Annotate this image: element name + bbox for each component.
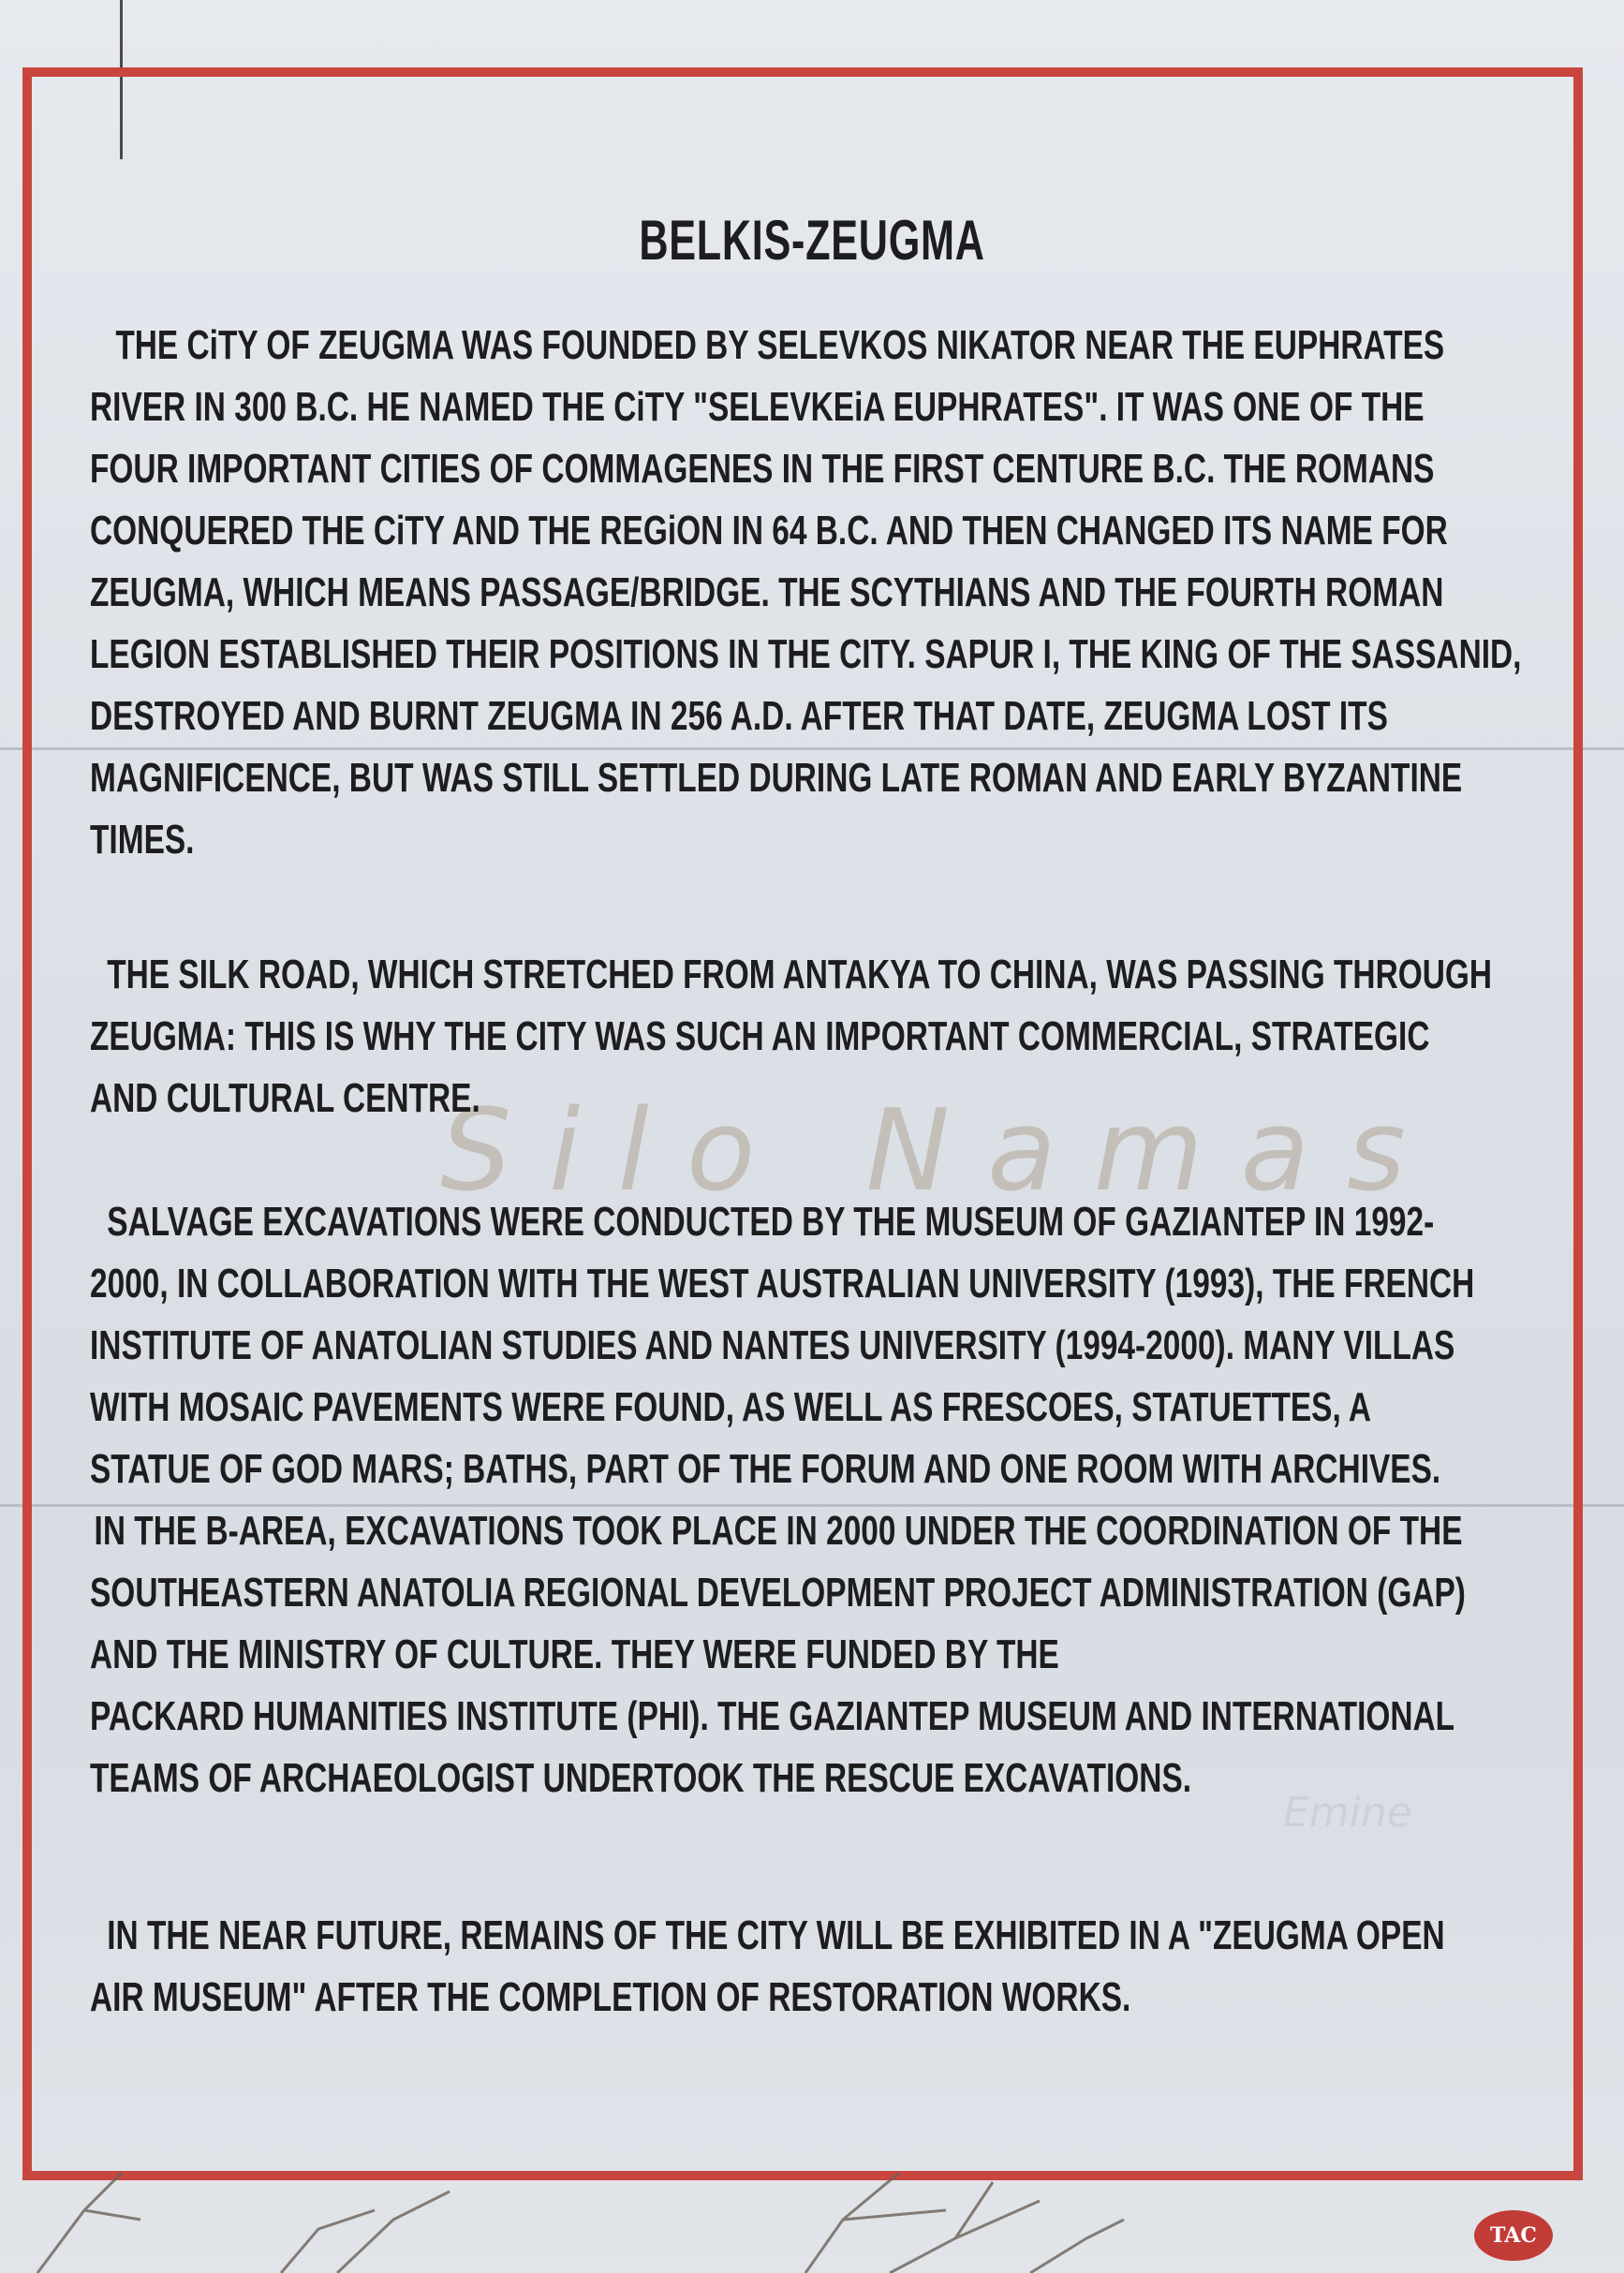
text-line: 2000, IN COLLABORATION WITH THE WEST AUSTRALIAN UNIVERSITY (1993), THE FRENCH bbox=[90, 1261, 1475, 1306]
text-line: THE CiTY OF ZEUGMA WAS FOUNDED BY SELEVKOS NIKATOR NEAR THE EUPHRATES bbox=[115, 322, 1445, 368]
text-line: INSTITUTE OF ANATOLIAN STUDIES AND NANTES UNIVERSITY (1994-2000). MANY VILLAS bbox=[90, 1322, 1455, 1368]
text-line: THE SILK ROAD, WHICH STRETCHED FROM ANTAKYA TO CHINA, WAS PASSING THROUGH bbox=[107, 952, 1493, 997]
text-line: MAGNIFICENCE, BUT WAS STILL SETTLED DURING LATE ROMAN AND EARLY BYZANTINE bbox=[90, 755, 1463, 801]
text-line: CONQUERED THE CiTY AND THE REGiON IN 64 B.C. AND THEN CHANGED ITS NAME FOR bbox=[90, 508, 1448, 553]
sign-title: BELKIS-ZEUGMA bbox=[639, 209, 985, 272]
text-line: AND CULTURAL CENTRE. bbox=[90, 1075, 480, 1121]
paragraph-excavations bbox=[90, 1191, 1475, 1809]
graffiti-scrawl: Emine bbox=[1283, 1789, 1412, 1837]
text-line: ZEUGMA, WHICH MEANS PASSAGE/BRIDGE. THE SCYTHIANS AND THE FOURTH ROMAN bbox=[90, 569, 1444, 615]
paragraph-silk-road bbox=[90, 944, 1493, 1129]
text-line: AND THE MINISTRY OF CULTURE. THEY WERE FUNDED BY THE bbox=[90, 1631, 1059, 1677]
text-line: AIR MUSEUM" AFTER THE COMPLETION OF RESTORATION WORKS. bbox=[90, 1974, 1131, 2020]
paragraph-future bbox=[90, 1905, 1445, 2029]
text-line: IN THE B-AREA, EXCAVATIONS TOOK PLACE IN 2000 UNDER THE COORDINATION OF THE bbox=[94, 1508, 1463, 1554]
graffiti-scrawl: Silo Namas bbox=[440, 1086, 1443, 1217]
text-line: STATUE OF GOD MARS; BATHS, PART OF THE FORUM AND ONE ROOM WITH ARCHIVES. bbox=[90, 1446, 1441, 1492]
text-line: TIMES. bbox=[90, 817, 195, 863]
text-line: TEAMS OF ARCHAEOLOGIST UNDERTOOK THE RESCUE EXCAVATIONS. bbox=[90, 1755, 1192, 1801]
text-line: SALVAGE EXCAVATIONS WERE CONDUCTED BY THE MUSEUM OF GAZIANTEP IN 1992- bbox=[107, 1199, 1435, 1245]
text-line: IN THE NEAR FUTURE, REMAINS OF THE CITY WILL BE EXHIBITED IN A "ZEUGMA OPEN bbox=[107, 1912, 1445, 1958]
dry-twigs bbox=[0, 2154, 1624, 2273]
text-line: RIVER IN 300 B.C. HE NAMED THE CiTY "SELEVKEiA EUPHRATES". IT WAS ONE OF THE bbox=[90, 384, 1425, 430]
text-line: SOUTHEASTERN ANATOLIA REGIONAL DEVELOPMENT PROJECT ADMINISTRATION (GAP) bbox=[90, 1570, 1466, 1616]
text-line: LEGION ESTABLISHED THEIR POSITIONS IN THE CITY. SAPUR I, THE KING OF THE SASSANID, bbox=[90, 631, 1522, 677]
text-line: ZEUGMA: THIS IS WHY THE CITY WAS SUCH AN IMPORTANT COMMERCIAL, STRATEGIC bbox=[90, 1013, 1430, 1059]
text-line: FOUR IMPORTANT CITIES OF COMMAGENES IN THE FIRST CENTURE B.C. THE ROMANS bbox=[90, 446, 1435, 492]
paragraph-history bbox=[90, 315, 1522, 871]
text-line: WITH MOSAIC PAVEMENTS WERE FOUND, AS WELL AS FRESCOES, STATUETTES, A bbox=[90, 1384, 1371, 1430]
company-logo: TAC bbox=[1474, 2210, 1553, 2261]
text-line: PACKARD HUMANITIES INSTITUTE (PHI). THE GAZIANTEP MUSEUM AND INTERNATIONAL bbox=[90, 1693, 1455, 1739]
text-line: DESTROYED AND BURNT ZEUGMA IN 256 A.D. AFTER THAT DATE, ZEUGMA LOST ITS bbox=[90, 693, 1388, 739]
